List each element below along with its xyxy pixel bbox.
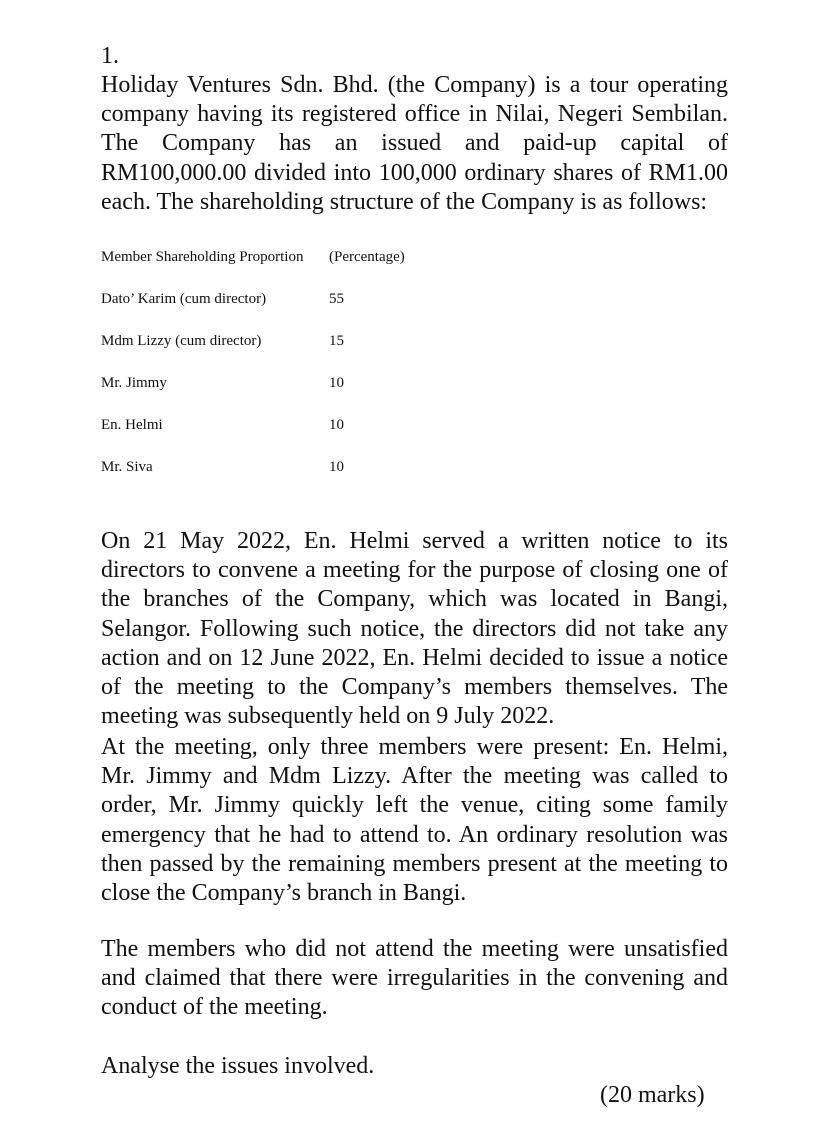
member-name: Mr. Siva [101,459,153,475]
table-header-percentage: (Percentage) [329,249,405,265]
table-row [101,372,501,394]
member-name: Mr. Jimmy [101,375,167,391]
table-row [101,288,501,310]
member-name: Dato’ Karim (cum director) [101,291,267,307]
question-number: 1. [101,43,119,69]
notice-paragraph: On 21 May 2022, En. Helmi served a written notice to its directors to convene a meeting for the purpose of closing one of the branches of the Company, which was located in Bangi, Selangor. Following such notice, the directors did not take any action and on 12 June 2022, En. Helmi decided to issue a notice of the meeting to the Company’s members themselves. The meeting was subsequently held on 9 July 2022. [101,528,728,730]
member-name: Mdm Lizzy (cum director) [101,333,262,349]
meeting-paragraph: At the meeting, only three members were present: En. Helmi, Mr. Jimmy and Mdm Lizzy. After the meeting was called to order, Mr. Jimmy quickly left the venue, citing some family emergency that he had to attend to. An ordinary resolution was then passed by the remaining members present at the meeting to close the Company’s branch in Bangi. [101,734,728,907]
intro-paragraph: Holiday Ventures Sdn. Bhd. (the Company) is a tour operating company having its registered office in Nilai, Negeri Sembilan. The Company has an issued and paid-up capital of RM100,000.00 divided into 100,000 ordinary shares of RM1.00 each. The shareholding structure of the Company is as follows: [101,72,728,215]
task-instruction: Analyse the issues involved. [101,1053,375,1079]
member-percentage: 15 [329,333,344,349]
table-row [101,414,501,436]
member-percentage: 10 [329,417,344,433]
table-row [101,330,501,352]
claim-paragraph: The members who did not attend the meeting were unsatisfied and claimed that there were irregularities in the convening and conduct of the meeting. [101,936,728,1021]
table-header-member: Member Shareholding Proportion [101,249,304,265]
member-name: En. Helmi [101,417,163,433]
member-percentage: 55 [329,291,344,307]
member-percentage: 10 [329,375,344,391]
table-row [101,456,501,478]
marks-allocation: (20 marks) [600,1082,705,1108]
member-percentage: 10 [329,459,344,475]
